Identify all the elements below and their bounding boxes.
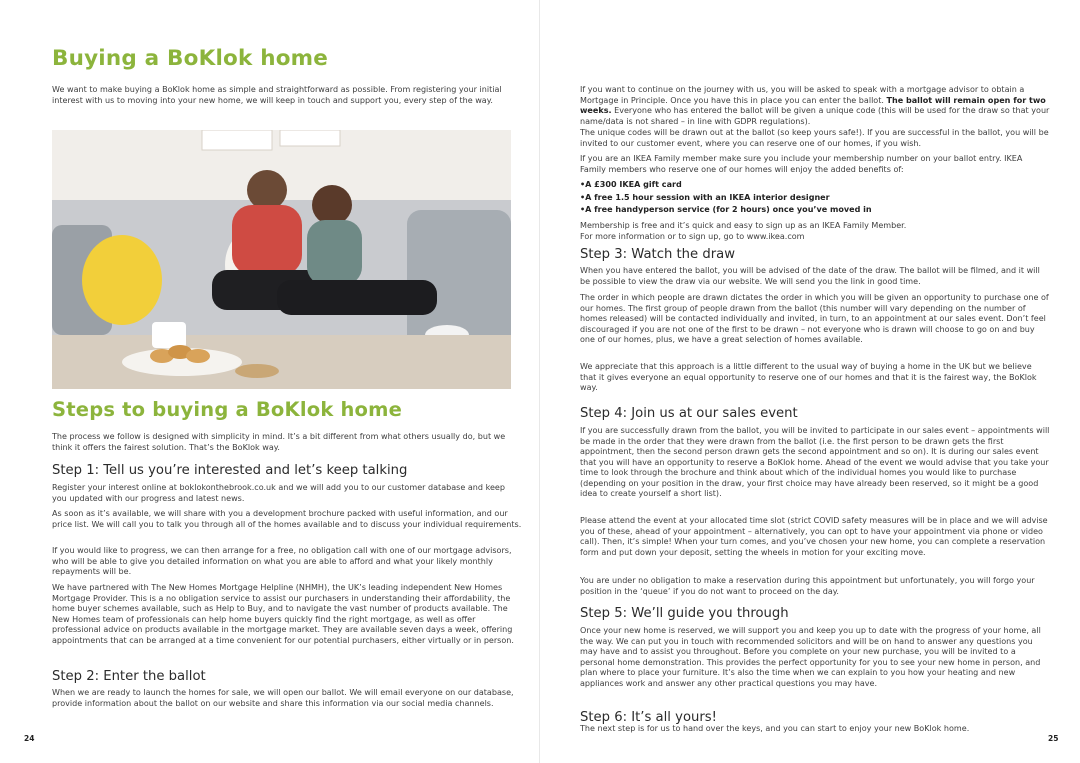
step3-paragraph-2: The order in which people are drawn dictates the order in which you will be given an opportunity to purchase one of our homes. The first group of people drawn from the ballot (this number will vary depending on the number of homes released) will be contacted individually and invited, in turn, to an appointment at our sales event. Don’t feel discouraged if you are not one of the first to be drawn – not everyone who is drawn will choose to go on and buy one of our homes, plus, we have a great selection of homes available. [580,293,1049,344]
ballot-text-bold: The ballot will remain open for two weeks. [580,95,1046,115]
membership-paragraph: Membership is free and it’s quick and easy to sign up as an IKEA Family Member. [580,221,907,230]
step1-paragraph-4: We have partnered with The New Homes Mortgage Helpline (NHMH), the UK’s leading independent New Homes Mortgage Provider. This is a no obligation service to assist our purchasers in understanding their affordability, the home buyer schemes available, such as Help to Buy, and to navigate the vast number of products available. The New Homes team of professionals can help home buyers quickly find the right mortgage, as well as offer professional advice on products available in the mortgage market. They are available seven days a week, offering appointments that can be arranged at a time convenient for our potential purchasers, either virtually or in person. [52,583,514,645]
step6-paragraph: The next step is for us to hand over the keys, and you can start to enjoy your new BoKlok home. [580,724,970,733]
ikea-link-paragraph: For more information or to sign up, go to www.ikea.com [580,231,805,241]
benefit-item: • A free 1.5 hour session with an IKEA interior designer [580,192,1050,205]
step2-heading: Step 2: Enter the ballot [52,669,206,684]
benefit-item: • A £300 IKEA gift card [580,179,1050,192]
step1-paragraph-3: If you would like to progress, we can then arrange for a free, no obligation call with one of our mortgage advisors, who will be able to give you detailed information on what you are able to afford and what your likely monthly repayments will be. [52,546,512,576]
step4-paragraph-3: You are under no obligation to make a reservation during this appointment but unfortunately, you will forgo your position in the ‘queue’ if you do not want to proceed on the day. [580,576,1035,596]
step1-paragraph-1: Register your interest online at boklokonthebrook.co.uk and we will add you to our customer database and keep you updated with our progress and latest news. [52,483,505,503]
page-number-right: 25 [1048,734,1059,743]
steps-intro-paragraph: The process we follow is designed with simplicity in mind. It’s a bit different from what others usually do, but we think it offers the fairest solution. That’s the BoKlok way. [52,432,506,452]
unique-codes-paragraph: The unique codes will be drawn out at the ballot (so keep yours safe!). If you are successful in the ballot, you will be invited to our customer event, where you can reserve one of our homes, if you wish. [580,128,1049,148]
step3-heading: Step 3: Watch the draw [580,247,735,262]
page-number-left: 24 [24,734,35,743]
step5-paragraph: Once your new home is reserved, we will support you and keep you up to date with the progress of your home, all the way. We can put you in touch with recommended solicitors and will be on hand to answer any questions you may have and to assist you throughout. Before you complete on your new purchase, you will be invited to a personal home demonstration. This provides the perfect opportunity for you to see your new home in person, and plan where to place your furniture. It’s also the time when we can explain to you how your heating and new appliances work and answer any other practical questions you may have. [580,626,1041,688]
benefit-item: • A free handyperson service (for 2 hours) once you’ve moved in [580,204,1050,217]
step4-paragraph-2: Please attend the event at your allocated time slot (strict COVID safety measures will be in place and we will advise you of these, ahead of your appointment – alternatively, you can opt to have your appointment via phone or video call). Then, it’s simple! When your turn comes, and you’ve chosen your new home, you can complete a reservation form and put down your deposit, setting the wheels in motion for your exciting move. [580,516,1048,557]
step5-heading: Step 5: We’ll guide you through [580,606,789,621]
step4-paragraph-1: If you are successfully drawn from the ballot, you will be invited to participate in our sales event – appointments will be made in the order that they were drawn from the ballot (i.e. the first person to be drawn gets the first appointment, then the second person drawn gets the second appointment and so on). It is during our sales event that you will have an opportunity to reserve a BoKlok home. Ahead of the event we would advise that you take your time to look through the brochure and think about which of the individual homes you would like to purchase (depending on your position in the draw, your first choice may have already been reserved, so it might be a good idea to create yourself a short list). [580,426,1050,498]
step6-heading: Step 6: It’s all yours! [580,710,717,725]
ballot-paragraph [580,85,1050,127]
couple-on-sofa-photo [52,130,511,389]
page-title: Buying a BoKlok home [52,46,329,71]
step1-heading: Step 1: Tell us you’re interested and let’s keep talking [52,463,408,478]
steps-heading: Steps to buying a BoKlok home [52,398,403,421]
ballot-text-2: Everyone who has entered the ballot will be given a unique code (this will be used for the draw so that your name/data is not shared – in line with GDPR regulations). [580,106,1050,126]
step1-paragraph-2: As soon as it’s available, we will share with you a development brochure packed with useful information, and our price list. We will call you to talk you through all of the homes available and to discuss your individual requirements. [52,509,522,529]
step4-heading: Step 4: Join us at our sales event [580,406,798,421]
right-page [540,0,1080,763]
intro-paragraph: We want to make buying a BoKlok home as simple and straightforward as possible. From registering your initial interest with us to moving into your new home, we will keep in touch and support you, every step of the way. [52,85,502,105]
benefits-list [580,179,1050,217]
step3-paragraph-1: When you have entered the ballot, you will be advised of the date of the draw. The ballot will be filmed, and it will be possible to view the draw via our website. We will send you the link in good time. [580,266,1040,286]
step3-paragraph-3: We appreciate that this approach is a little different to the usual way of buying a home in the UK but we believe that it gives everyone an equal opportunity to reserve one of our homes and that it is the fairest way, the BoKlok way. [580,362,1037,392]
ballot-text-1: If you want to continue on the journey with us, you will be asked to speak with a mortgage advisor to obtain a Mortgage in Principle. Once you have this in place you can enter the ballot. [580,85,1025,105]
ikea-family-paragraph: If you are an IKEA Family member make sure you include your membership number on your ballot entry. IKEA Family members who reserve one of our homes will enjoy the added benefits of: [580,154,1023,174]
step2-paragraph: When we are ready to launch the homes for sale, we will open our ballot. We will email everyone on our database, provide information about the ballot on our website and share this information via our social media channels. [52,688,514,708]
